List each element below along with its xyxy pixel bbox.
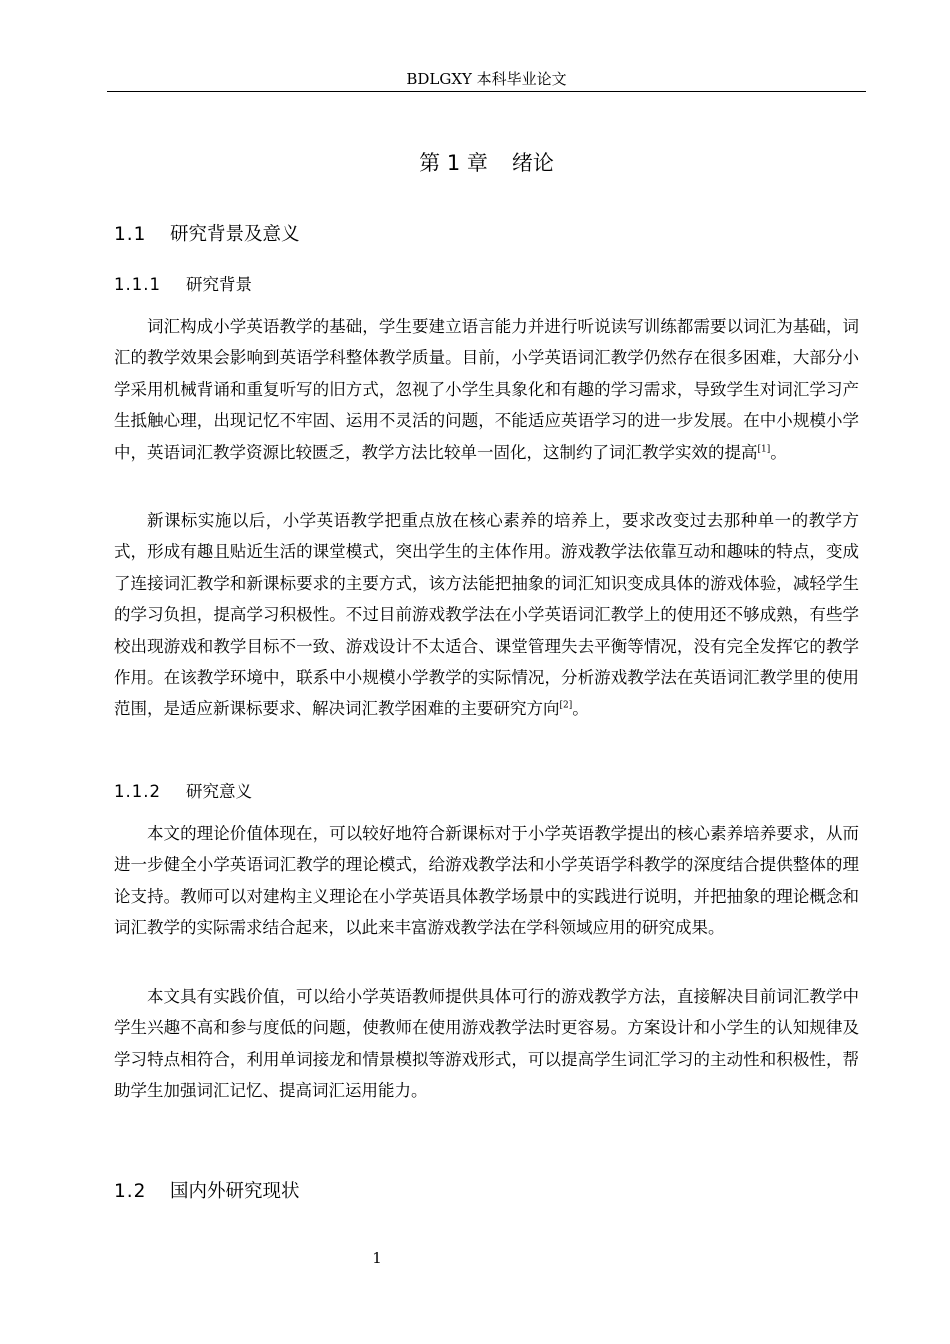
- paragraph-significance-1: [114, 818, 859, 944]
- paragraph-text: 本文的理论价值体现在，可以较好地符合新课标对于小学英语教学提出的核心素养培养要求，从而进一步健全小学英语词汇教学的理论模式，给游戏教学法和小学英语学科教学的深度结合提供整体的理论支持。教师可以对建构主义理论在小学英语具体教学场景中的实践进行说明，并把抽象的理论概念和词汇教学的实际需求结合起来，以此来丰富游戏教学法在学科领域应用的研究成果。: [114, 824, 859, 938]
- paragraph-text: 新课标实施以后，小学英语教学把重点放在核心素养的培养上，要求改变过去那种单一的教学方式，形成有趣且贴近生活的课堂模式，突出学生的主体作用。游戏教学法依靠互动和趣味的特点，变成了连接词汇教学和新课标要求的主要方式，该方法能把抽象的词汇知识变成具体的游戏体验，减轻学生的学习负担，提高学习积极性。不过目前游戏教学法在小学英语词汇教学上的使用还不够成熟，有些学校出现游戏和教学目标不一致、游戏设计不太适合、课堂管理失去平衡等情况，没有完全发挥它的教学作用。在该教学环境中，联系中小规模小学教学的实际情况，分析游戏教学法在英语词汇教学里的使用范围，是适应新课标要求、解决词汇教学困难的主要研究方向: [114, 511, 859, 719]
- section-heading-1-1: [114, 222, 300, 248]
- citation: [2]: [559, 700, 573, 711]
- subsection-title: 研究意义: [186, 782, 252, 801]
- chapter-name: 绪论: [511, 151, 554, 175]
- subsection-number: 1.1.2: [114, 782, 161, 801]
- paragraph-background-1: [114, 311, 859, 468]
- section-title: 研究背景及意义: [170, 224, 300, 245]
- section-title: 国内外研究现状: [170, 1181, 300, 1202]
- running-header: BDLGXY 本科毕业论文: [406, 70, 567, 88]
- section-heading-1-2: [114, 1179, 300, 1205]
- header-rule: [107, 91, 866, 92]
- chapter-number: 第 1 章: [419, 151, 488, 175]
- section-number: 1.1: [114, 224, 147, 245]
- paragraph-background-2: [114, 505, 859, 725]
- paragraph-significance-2: [114, 981, 859, 1107]
- chapter-title: [107, 148, 866, 178]
- subsection-title: 研究背景: [186, 275, 252, 294]
- paragraph-end: 。: [572, 699, 589, 719]
- page-number: 1: [372, 1249, 382, 1267]
- paragraph-text: 词汇构成小学英语教学的基础，学生要建立语言能力并进行听说读写训练都需要以词汇为基础，词汇的教学效果会影响到英语学科整体教学质量。目前，小学英语词汇教学仍然存在很多困难，大部分小学采用机械背诵和重复听写的旧方式，忽视了小学生具象化和有趣的学习需求，导致学生对词汇学习产生抵触心理，出现记忆不牢固、运用不灵活的问题，不能适应英语学习的进一步发展。在中小规模小学中，英语词汇教学资源比较匮乏，教学方法比较单一固化，这制约了词汇教学实效的提高: [114, 317, 859, 462]
- subsection-heading-1-1-1: [114, 273, 252, 297]
- citation: [1]: [757, 444, 771, 455]
- subsection-number: 1.1.1: [114, 275, 161, 294]
- section-number: 1.2: [114, 1181, 147, 1202]
- subsection-heading-1-1-2: [114, 780, 252, 804]
- paragraph-text: 本文具有实践价值，可以给小学英语教师提供具体可行的游戏教学方法，直接解决目前词汇教学中学生兴趣不高和参与度低的问题，使教师在使用游戏教学法时更容易。方案设计和小学生的认知规律及学习特点相符合，利用单词接龙和情景模拟等游戏形式，可以提高学生词汇学习的主动性和积极性，帮助学生加强词汇记忆、提高词汇运用能力。: [114, 987, 859, 1101]
- paragraph-end: 。: [770, 442, 787, 462]
